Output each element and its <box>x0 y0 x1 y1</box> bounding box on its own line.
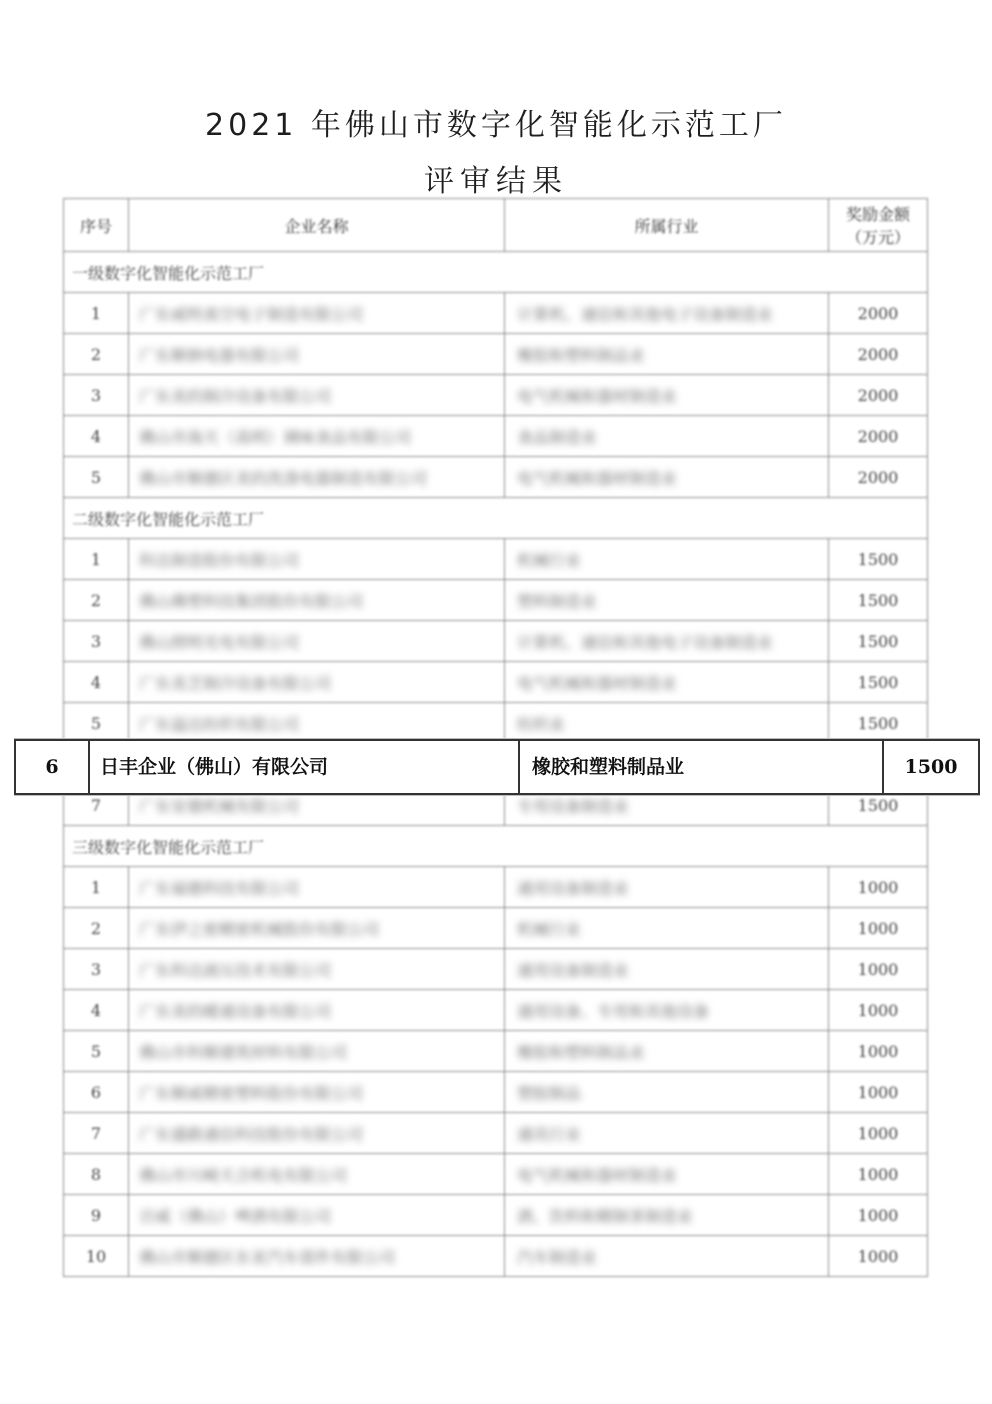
cell-industry: 通用设备制造业 <box>517 878 630 898</box>
cell-company-name: 佛山市海天（高明）调味食品有限公司 <box>139 427 412 447</box>
cell-amount: 1500 <box>857 590 899 610</box>
table-row <box>64 621 928 662</box>
cell-no: 7 <box>90 795 102 815</box>
cell-amount: 1000 <box>857 1041 899 1061</box>
section-row <box>64 498 928 539</box>
cell-industry: 塑料制造业 <box>517 591 598 611</box>
highlight-company-name: 日丰企业（佛山）有限公司 <box>90 741 520 793</box>
cell-no: 4 <box>90 1000 102 1020</box>
cell-amount: 1500 <box>857 713 899 733</box>
table-row <box>64 416 928 457</box>
table-row <box>64 1154 928 1195</box>
cell-industry: 通讯行业 <box>517 1124 582 1144</box>
table-row <box>64 1236 928 1277</box>
cell-industry: 电气机械和器材制造业 <box>517 1165 678 1185</box>
cell-company-name: 佛山市顺德区东亚汽车部件有限公司 <box>139 1247 396 1267</box>
cell-amount: 2000 <box>857 385 899 405</box>
cell-no: 2 <box>90 344 102 364</box>
cell-industry: 通用设备制造业 <box>517 960 630 980</box>
cell-amount: 1500 <box>857 672 899 692</box>
cell-amount: 1000 <box>857 877 899 897</box>
cell-company-name: 佛山市顺德区美的洗涤电器制造有限公司 <box>139 468 428 488</box>
cell-no: 2 <box>90 918 102 938</box>
cell-industry: 通用设备、专用和其他设备 <box>517 1001 710 1021</box>
cell-company-name: 广东盛路通信科技股份有限公司 <box>139 1124 364 1144</box>
cell-company-name: 广东安德机械有限公司 <box>139 796 300 816</box>
header-amount-line1: 奖励金额 <box>845 205 910 224</box>
cell-company-name: 广东顺钠电器有限公司 <box>139 345 300 365</box>
table-row <box>64 1195 928 1236</box>
highlighted-row <box>14 739 980 795</box>
cell-industry: 计算机、通信和其他电子设备制造业 <box>517 632 774 652</box>
cell-company-name: 广东美的暖通设备有限公司 <box>139 1001 332 1021</box>
cell-company-name: 广东溢达纺织有限公司 <box>139 714 300 734</box>
cell-no: 3 <box>90 959 102 979</box>
table-row <box>64 703 928 744</box>
table-row <box>64 908 928 949</box>
table-row <box>64 580 928 621</box>
cell-no: 5 <box>90 467 102 487</box>
cell-amount: 1500 <box>857 549 899 569</box>
highlight-no: 6 <box>14 741 90 793</box>
table-row <box>64 949 928 990</box>
cell-company-name: 佛山照明光电有限公司 <box>139 632 300 652</box>
cell-industry: 纺织业 <box>517 714 566 734</box>
table-row <box>64 1072 928 1113</box>
table-row <box>64 375 928 416</box>
table-row <box>64 990 928 1031</box>
cell-no: 2 <box>90 590 102 610</box>
section-row <box>64 826 928 867</box>
cell-company-name: 广东美芝制冷设备有限公司 <box>139 673 332 693</box>
section-row <box>64 252 928 293</box>
cell-company-name: 佛山市科顺建筑材料有限公司 <box>139 1042 348 1062</box>
table-row <box>64 1113 928 1154</box>
document-title: 2021 年佛山市数字化智能化示范工厂 <box>205 108 787 143</box>
table-row <box>64 334 928 375</box>
cell-company-name: 广东福德科技有限公司 <box>139 878 300 898</box>
header-amount <box>829 199 928 252</box>
cell-no: 3 <box>90 385 102 405</box>
section-label: 一级数字化智能化示范工厂 <box>64 252 928 293</box>
cell-amount: 2000 <box>857 426 899 446</box>
table-row <box>64 457 928 498</box>
cell-company-name: 广东科达液压技术有限公司 <box>139 960 332 980</box>
cell-industry: 食品制造业 <box>517 427 598 447</box>
cell-industry: 塑胶制品 <box>517 1083 582 1103</box>
cell-amount: 2000 <box>857 467 899 487</box>
cell-no: 4 <box>90 426 102 446</box>
header-industry: 所属行业 <box>505 199 829 252</box>
cell-no: 7 <box>90 1123 102 1143</box>
highlight-industry: 橡胶和塑料制品业 <box>520 741 884 793</box>
cell-no: 1 <box>90 877 102 897</box>
cell-industry: 电气机械和器材制造业 <box>517 468 678 488</box>
cell-company-name: 广东伊之密精密机械股份有限公司 <box>139 919 380 939</box>
cell-company-name: 百威（佛山）啤酒有限公司 <box>139 1206 332 1226</box>
cell-amount: 1000 <box>857 1000 899 1020</box>
cell-industry: 计算机、通信和其他电子设备制造业 <box>517 304 774 324</box>
table-row <box>64 293 928 334</box>
cell-no: 1 <box>90 303 102 323</box>
cell-amount: 2000 <box>857 344 899 364</box>
cell-company-name: 佛山市川崎天合机电有限公司 <box>139 1165 348 1185</box>
cell-no: 8 <box>90 1164 102 1184</box>
header-amount-line2: （万元） <box>845 228 910 247</box>
cell-no: 9 <box>90 1205 102 1225</box>
cell-amount: 1000 <box>857 959 899 979</box>
cell-industry: 汽车制造业 <box>517 1247 598 1267</box>
cell-company-name: 广东顺威精密塑料股份有限公司 <box>139 1083 364 1103</box>
cell-no: 10 <box>85 1246 107 1266</box>
cell-company-name: 广东威特真空电子制造有限公司 <box>139 304 364 324</box>
table-row <box>64 867 928 908</box>
cell-amount: 1500 <box>857 795 899 815</box>
highlight-amount: 1500 <box>884 741 980 793</box>
cell-amount: 1000 <box>857 918 899 938</box>
cell-no: 6 <box>90 1082 102 1102</box>
cell-amount: 1000 <box>857 1164 899 1184</box>
cell-no: 1 <box>90 549 102 569</box>
cell-industry: 橡胶和塑料制品业 <box>517 1042 646 1062</box>
cell-company-name: 佛山佛塑科技集团股份有限公司 <box>139 591 364 611</box>
cell-no: 5 <box>90 1041 102 1061</box>
document-subtitle: 评审结果 <box>424 164 568 199</box>
cell-company-name: 科达制造股份有限公司 <box>139 550 300 570</box>
table-row <box>64 662 928 703</box>
cell-amount: 1000 <box>857 1246 899 1266</box>
cell-industry: 橡胶和塑料制品业 <box>517 345 646 365</box>
table-header-row <box>64 199 928 252</box>
cell-industry: 机械行业 <box>517 919 582 939</box>
results-table <box>63 198 928 1277</box>
section-label: 二级数字化智能化示范工厂 <box>64 498 928 539</box>
cell-amount: 1000 <box>857 1205 899 1225</box>
cell-industry: 酒、饮料和精制茶制造业 <box>517 1206 694 1226</box>
header-no: 序号 <box>64 199 129 252</box>
cell-company-name: 广东美的制冷设备有限公司 <box>139 386 332 406</box>
cell-industry: 机械行业 <box>517 550 582 570</box>
header-name: 企业名称 <box>129 199 505 252</box>
cell-amount: 1000 <box>857 1082 899 1102</box>
cell-amount: 1000 <box>857 1123 899 1143</box>
cell-no: 5 <box>90 713 102 733</box>
cell-amount: 2000 <box>857 303 899 323</box>
table-row <box>64 539 928 580</box>
cell-amount: 1500 <box>857 631 899 651</box>
cell-industry: 专用设备制造业 <box>517 796 630 816</box>
section-label: 三级数字化智能化示范工厂 <box>64 826 928 867</box>
cell-industry: 电气机械和器材制造业 <box>517 673 678 693</box>
cell-no: 4 <box>90 672 102 692</box>
cell-industry: 电气机械和器材制造业 <box>517 386 678 406</box>
table-row <box>64 1031 928 1072</box>
cell-no: 3 <box>90 631 102 651</box>
